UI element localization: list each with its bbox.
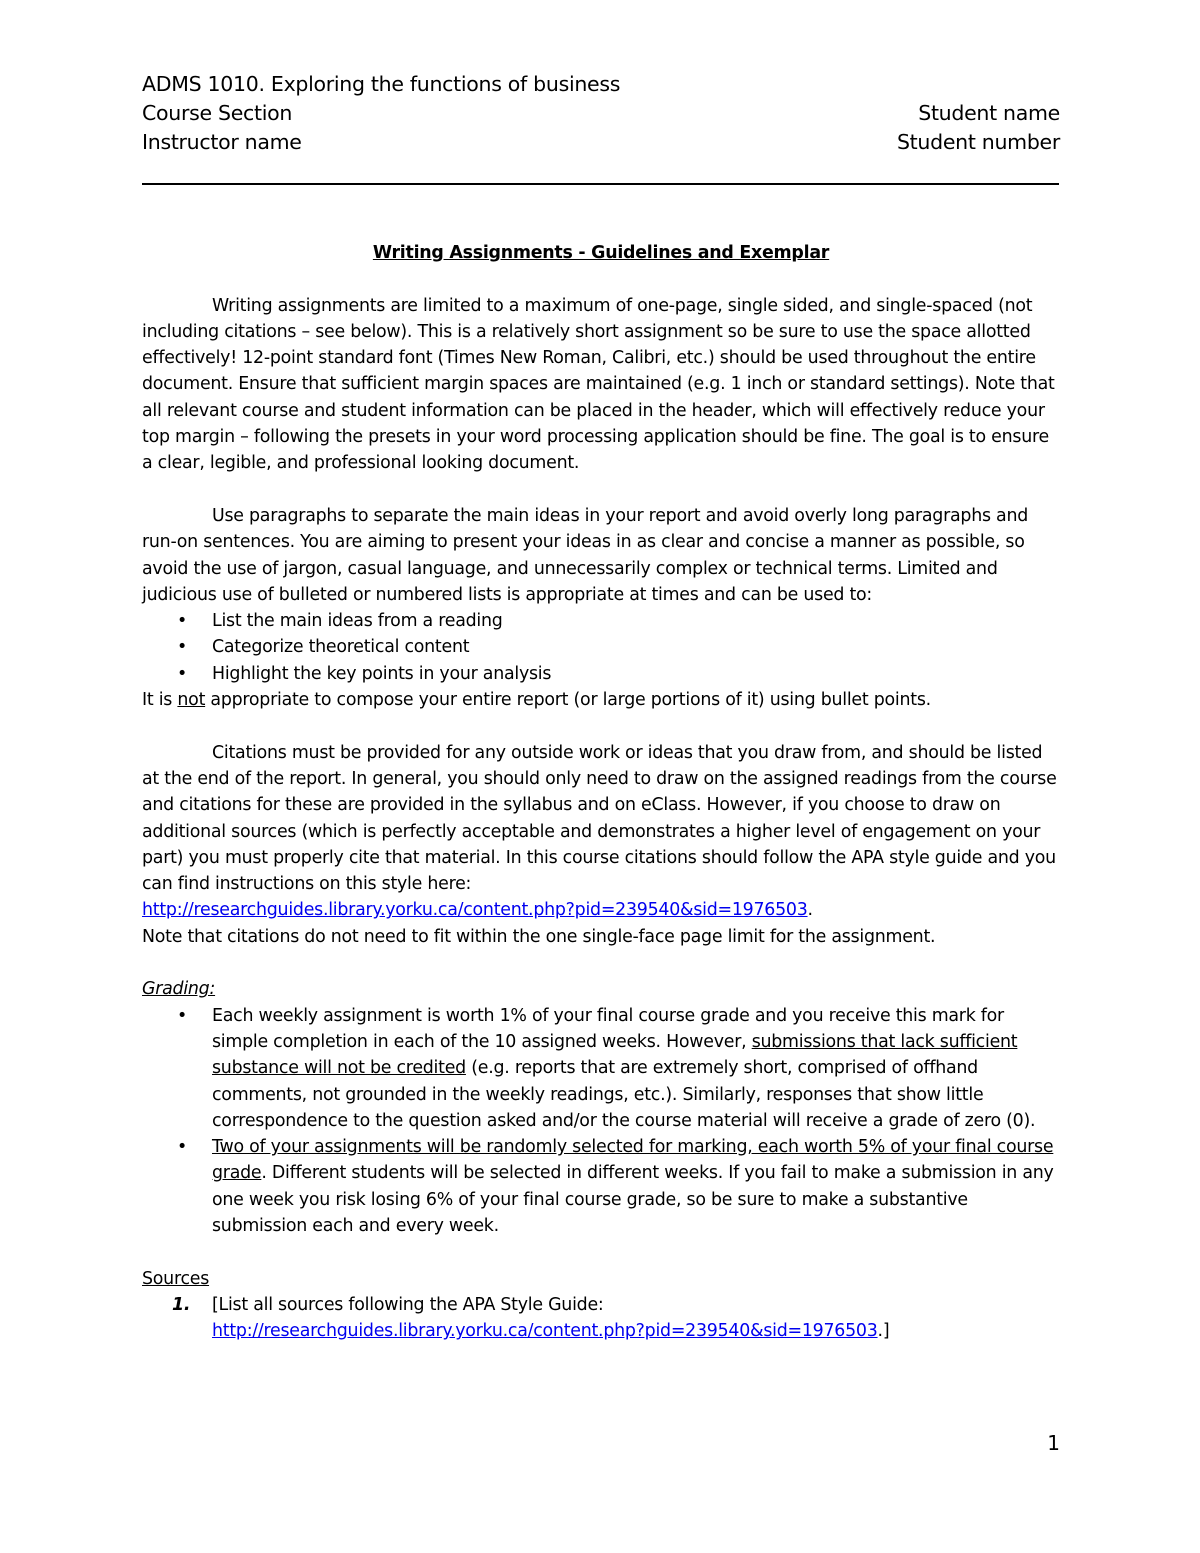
bullet-icon: • xyxy=(176,1137,187,1158)
list-item-text: List the main ideas from a reading xyxy=(212,611,503,632)
spacer xyxy=(142,1239,1060,1265)
list-item xyxy=(142,634,1060,660)
student-name: Student name xyxy=(918,101,1060,125)
paragraph-bullet-warning xyxy=(142,687,1060,713)
list-item xyxy=(142,661,1060,687)
text-run: . Different students will be selected in different weeks. If you fail to make a submission in any one week you risk losing 6% of your final course grade, so be sure to make a substantive submission each and every week. xyxy=(212,1163,1054,1236)
underlined-text: Two of your assignments will be randomly selected for marking, each worth 5% of your final course grade xyxy=(212,1137,1054,1184)
citation-note: Note that citations do not need to fit within the one single-face page limit for the assignment. xyxy=(142,926,936,947)
apa-guide-link[interactable]: http://researchguides.library.yorku.ca/content.php?pid=239540&sid=1976503 xyxy=(212,1321,878,1342)
text-run: It is xyxy=(142,690,178,711)
text-run: [List all sources following the APA Style Guide: xyxy=(212,1294,604,1315)
list-item xyxy=(142,1292,1060,1345)
document-body xyxy=(142,240,1060,1344)
text-run: . xyxy=(807,900,813,921)
page-header xyxy=(142,70,1060,157)
bullet-icon: • xyxy=(176,637,187,658)
underlined-text: submissions that lack sufficient substance will not be credited xyxy=(212,1031,1018,1079)
document-title: Writing Assignments - Guidelines and Exemplar xyxy=(372,243,830,263)
header-row-3 xyxy=(142,128,1060,157)
spacer xyxy=(142,266,1060,292)
list-item xyxy=(142,608,1060,634)
list-number: 1. xyxy=(172,1294,191,1315)
apa-guide-link[interactable]: http://researchguides.library.yorku.ca/content.php?pid=239540&sid=1976503 xyxy=(142,900,808,921)
spacer xyxy=(142,950,1060,976)
page-number: 1 xyxy=(1047,1431,1060,1455)
paragraph-structure: Use paragraphs to separate the main ideas in your report and avoid overly long paragraphs and run-on sentences. You are aiming to present your ideas in as clear and concise a manner as possible, so avoid the use of jargon, casual language, and unnecessarily complex or technical terms. Limited and judicious use of bulleted or numbered lists is appropriate at times and can be used to: xyxy=(142,505,1029,605)
paragraph-citations: Citations must be provided for any outside work or ideas that you draw from, and should be listed at the end of the report. In general, you should only need to draw on the assigned readings from the course and citations for these are provided in the syllabus and on eClass. However, if you choose to draw on additional sources (which is perfectly acceptable and demonstrates a higher level of engagement on your part) you must properly cite that material. In this course citations should follow the APA style guide and you can find instructions on this style here: xyxy=(142,742,1057,895)
grading-heading: Grading: xyxy=(142,979,216,1000)
bullet-icon: • xyxy=(176,663,187,684)
header-divider xyxy=(142,183,1059,185)
header-row-2 xyxy=(142,99,1060,128)
student-number: Student number xyxy=(896,130,1060,154)
text-run: Each weekly assignment is worth 1% of your final course grade and you receive this mark for simple completion in each of the 10 assigned weeks. However, xyxy=(212,1005,1004,1052)
bullet-icon: • xyxy=(176,1005,187,1026)
text-run: (e.g. reports that are extremely short, comprised of offhand comments, not grounded in the weekly readings, etc.). Similarly, responses that show little correspondence to the question asked and/or the course material will receive a grade of zero (0). xyxy=(212,1058,1036,1131)
bullet-list-uses xyxy=(142,608,1060,687)
list-item xyxy=(142,1134,1060,1239)
instructor-name: Instructor name xyxy=(142,130,302,154)
spacer xyxy=(142,477,1060,503)
spacer xyxy=(142,713,1060,739)
course-title: ADMS 1010. Exploring the functions of business xyxy=(142,72,621,96)
bullet-icon: • xyxy=(176,611,187,632)
course-section: Course Section xyxy=(142,101,293,125)
emphasis-not: not xyxy=(177,690,206,711)
paragraph-formatting: Writing assignments are limited to a maximum of one-page, single sided, and single-spaced (not including citations – see below). This is a relatively short assignment so be sure to use the space allotted effectively! 12-point standard font (Times New Roman, Calibri, etc.) should be used throughout the entire document. Ensure that sufficient margin spaces are maintained (e.g. 1 inch or standard settings). Note that all relevant course and student information can be placed in the header, which will effectively reduce your top margin – following the presets in your word processing application should be fine. The goal is to ensure a clear, legible, and professional looking document. xyxy=(142,295,1055,474)
sources-heading: Sources xyxy=(142,1268,210,1289)
list-item-text: Categorize theoretical content xyxy=(212,637,470,658)
citation-link-line xyxy=(142,897,1060,923)
header-row-1 xyxy=(142,70,1060,99)
text-run: .] xyxy=(877,1321,890,1342)
grading-list xyxy=(142,1003,1060,1240)
list-item xyxy=(142,1003,1060,1134)
sources-list xyxy=(142,1292,1060,1345)
text-run: appropriate to compose your entire report (or large portions of it) using bullet points. xyxy=(205,690,931,711)
list-item-text: Highlight the key points in your analysis xyxy=(212,663,552,684)
